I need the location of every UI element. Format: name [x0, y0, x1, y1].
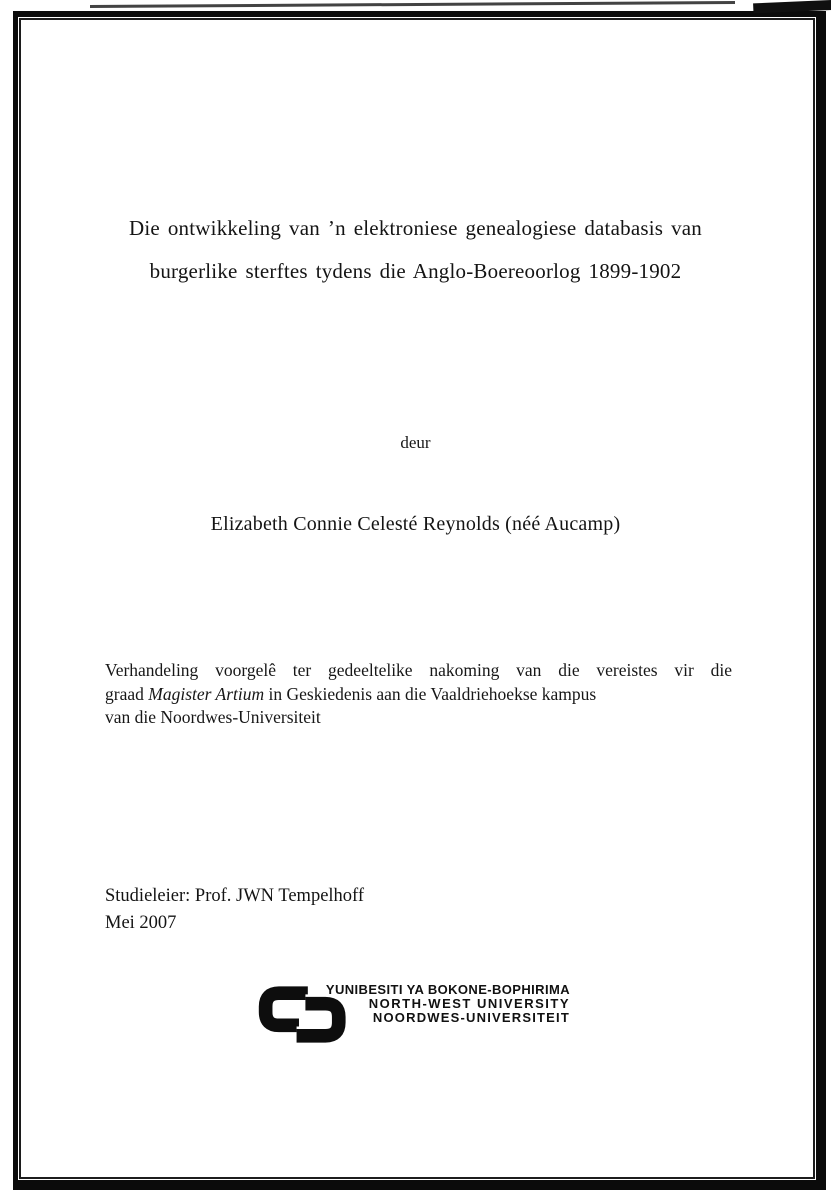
- date-line: Mei 2007: [105, 912, 177, 933]
- scan-edge-artifact: [90, 1, 735, 8]
- thesis-title-line2: burgerlike sterftes tydens die Anglo-Boereoorlog 1899-1902: [149, 258, 682, 283]
- university-logo-text: [326, 983, 570, 1024]
- university-logo: [258, 982, 570, 1048]
- logo-line-english: NORTH-WEST UNIVERSITY: [368, 995, 570, 1011]
- thesis-title-line1: Die ontwikkeling van ’n elektroniese genealogiese databasis van: [128, 216, 702, 240]
- submission-line2-suffix: in Geskiedenis aan die Vaaldriehoekse kampus: [264, 683, 597, 704]
- author-name: Elizabeth Connie Celesté Reynolds (néé Aucamp): [210, 513, 621, 535]
- logo-line-setswana: YUNIBESITI YA BOKONE-BOPHIRIMA: [325, 982, 570, 997]
- byline-label: deur: [400, 433, 431, 452]
- thesis-title: [60, 207, 771, 292]
- submission-line3: van die Noordwes-Universiteit: [105, 707, 321, 727]
- submission-line1: Verhandeling voorgelê ter gedeeltelike nakoming van die vereistes vir die: [105, 660, 732, 680]
- submission-statement: [105, 659, 732, 730]
- submission-line2-prefix: graad: [105, 683, 149, 704]
- supervisor-line: Studieleier: Prof. JWN Tempelhoff: [105, 886, 365, 906]
- degree-name: Magister Artium: [148, 683, 265, 704]
- supervisor-block: [105, 883, 364, 936]
- submission-line2: [105, 683, 732, 707]
- logo-line-afrikaans: NOORDWES-UNIVERSITEIT: [372, 1009, 570, 1025]
